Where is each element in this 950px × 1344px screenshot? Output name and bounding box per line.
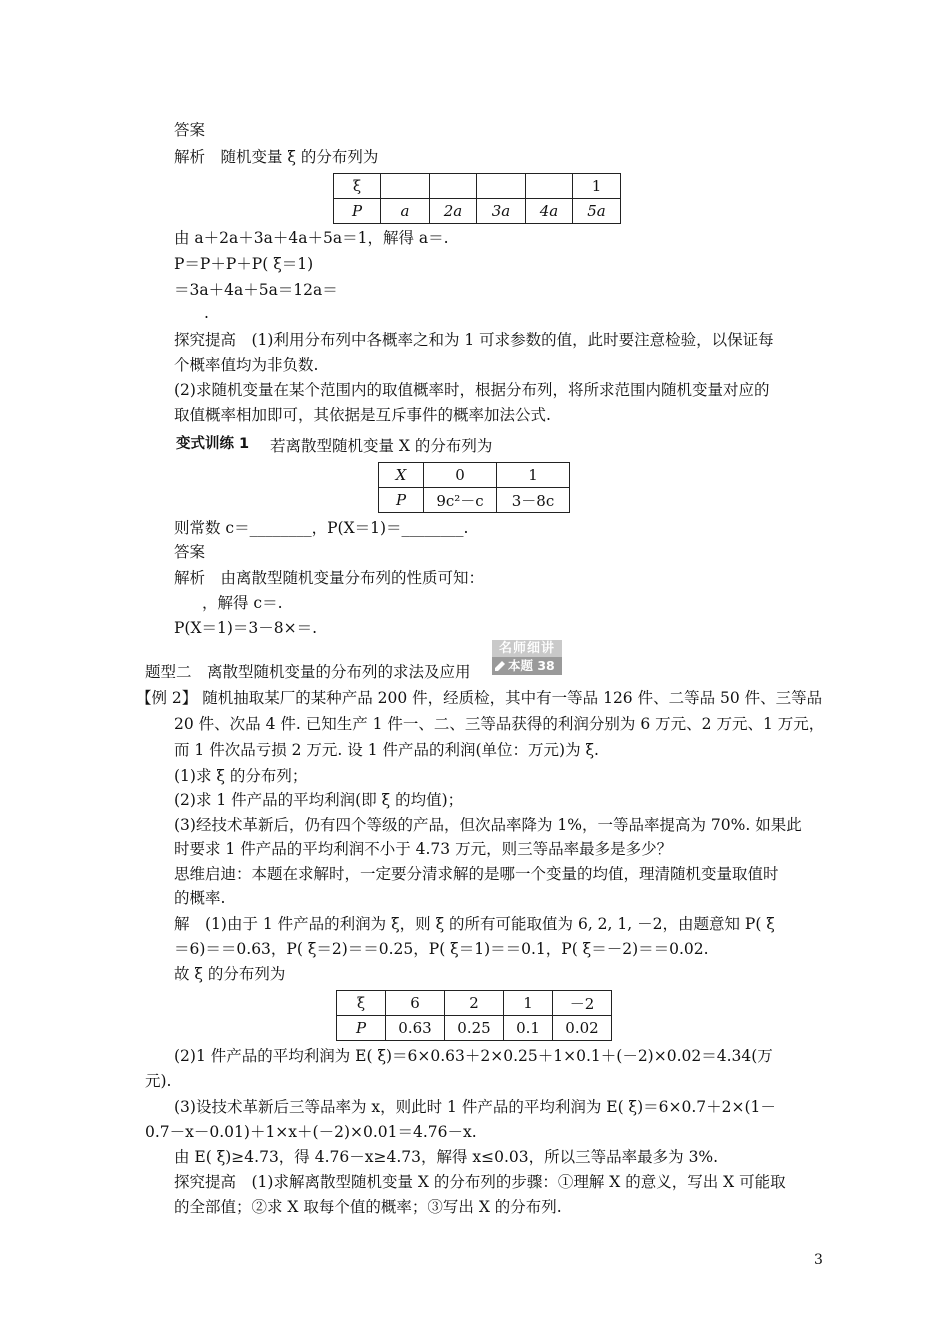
table-cell: P (337, 1016, 386, 1041)
text-line: (3)经技术革新后，仍有四个等级的产品，但次品率降为 1%，一等品率提高为 70%. 如果此 (174, 816, 802, 834)
text-line: P＝P＋P＋P( ξ＝1) (174, 255, 314, 273)
badge-top-text: 名师细讲 (492, 640, 562, 657)
text-line: 思维启迪：本题在求解时，一定要分清求解的是哪一个变量的均值，理清随机变量取值时 (174, 865, 779, 883)
text-line: 的概率. (174, 889, 226, 907)
text-line: 个概率值均为非负数. (174, 356, 319, 374)
text-line: 探究提高 (1)求解离散型随机变量 X 的分布列的步骤：①理解 X 的意义，写出 X 可能取 (174, 1173, 786, 1191)
table-cell: P (334, 199, 381, 224)
text-line: ，解得 c＝. (202, 594, 283, 612)
table-cell: 2 (445, 991, 504, 1016)
table-cell: a (381, 199, 430, 224)
distribution-table-2 (378, 462, 570, 513)
text-line: 时要求 1 件产品的平均利润不小于 4.73 万元，则三等品率最多是多少？ (174, 840, 673, 858)
table-cell: 1 (497, 463, 570, 488)
text-line: 探究提高 (1)利用分布列中各概率之和为 1 可求参数的值，此时要注意检验，以保证每 (174, 331, 774, 349)
table-row (379, 463, 570, 488)
text-line: 而 1 件次品亏损 2 万元. 设 1 件产品的利润(单位：万元)为 ξ. (174, 741, 599, 759)
text-line: 则常数 c＝________，P(X＝1)＝________. (174, 519, 469, 537)
answer-label: 答案 (174, 121, 206, 139)
text-line: 解析 由离散型随机变量分布列的性质可知： (174, 569, 485, 587)
table-cell (526, 174, 573, 199)
table-row (337, 1016, 612, 1041)
table-row (379, 488, 570, 513)
table-cell: 0.63 (386, 1016, 445, 1041)
text-line: (2)求 1 件产品的平均利润(即 ξ 的均值)； (174, 791, 464, 809)
teacher-explain-badge[interactable] (492, 640, 562, 676)
text-line: 0.7－x－0.01)＋1×x＋(－2)×0.01＝4.76－x. (145, 1123, 477, 1141)
text-line: 由 a＋2a＋3a＋4a＋5a＝1，解得 a＝. (174, 229, 449, 247)
table-cell: 3a (477, 199, 526, 224)
table-cell: ξ (334, 174, 381, 199)
section-heading: 题型二 离散型随机变量的分布列的求法及应用 (145, 663, 471, 681)
table-row (334, 174, 621, 199)
table-row (337, 991, 612, 1016)
table-cell: 0.1 (504, 1016, 553, 1041)
text-line: 由 E( ξ)≥4.73，得 4.76－x≥4.73，解得 x≤0.03，所以三等品率最多为 3%. (174, 1148, 719, 1166)
table-cell: 3－8c (497, 488, 570, 513)
page-number: 3 (814, 1252, 823, 1268)
table-cell: 4a (526, 199, 573, 224)
exercise-title: 变式训练 1 (176, 436, 250, 452)
table-row (334, 199, 621, 224)
text-line: 【例 2】 随机抽取某厂的某种产品 200 件，经质检，其中有一等品 126 件、二等品 50 件、三等品 (136, 689, 823, 707)
text-line: 解 (1)由于 1 件产品的利润为 ξ，则 ξ 的所有可能取值为 6, 2, 1, －2，由题意知 P( ξ (174, 915, 775, 933)
text-line: 20 件、次品 4 件. 已知生产 1 件一、二、三等品获得的利润分别为 6 万元、2 万元、1 万元， (174, 715, 825, 733)
table-cell: －2 (553, 991, 612, 1016)
text-line: P(X＝1)＝3－8×＝. (174, 619, 318, 637)
answer-label: 答案 (174, 543, 206, 561)
table-cell: 0 (424, 463, 497, 488)
table-cell: 1 (573, 174, 621, 199)
table-cell: 0.25 (445, 1016, 504, 1041)
distribution-table-1 (333, 173, 621, 224)
text-line: (2)求随机变量在某个范围内的取值概率时，根据分布列，将所求范围内随机变量对应的 (174, 381, 770, 399)
text-line: ＝6)＝＝0.63，P( ξ＝2)＝＝0.25，P( ξ＝1)＝＝0.1，P( ξ＝－2)＝＝0.02. (174, 940, 709, 958)
text-line: (3)设技术革新后三等品率为 x，则此时 1 件产品的平均利润为 E( ξ)＝6×0.7＋2×(1－ (174, 1098, 776, 1116)
text-line: 若离散型随机变量 X 的分布列为 (270, 437, 493, 455)
table-cell: ξ (337, 991, 386, 1016)
table-cell: 1 (504, 991, 553, 1016)
text-line: (1)求 ξ 的分布列； (174, 767, 308, 785)
text-line: ＝3a＋4a＋5a＝12a＝ (174, 281, 338, 299)
table-cell: 9c²－c (424, 488, 497, 513)
table-cell: X (379, 463, 424, 488)
table-cell: 2a (430, 199, 477, 224)
text-line: 的全部值；②求 X 取每个值的概率；③写出 X 的分布列. (174, 1198, 562, 1216)
text-line: (2)1 件产品的平均利润为 E( ξ)＝6×0.63＋2×0.25＋1×0.1＋(－2)×0.02＝4.34(万 (174, 1047, 773, 1065)
text-line: . (204, 304, 209, 322)
badge-bottom-text: 本题 38 (508, 658, 555, 673)
table-cell: 5a (573, 199, 621, 224)
distribution-table-3 (336, 990, 612, 1041)
table-cell: 6 (386, 991, 445, 1016)
table-cell: P (379, 488, 424, 513)
text-line: 取值概率相加即可，其依据是互斥事件的概率加法公式. (174, 406, 551, 424)
table-cell (381, 174, 430, 199)
text-line: 元). (145, 1072, 172, 1090)
table-cell (477, 174, 526, 199)
pen-icon (495, 661, 505, 671)
table-cell (430, 174, 477, 199)
table-cell: 0.02 (553, 1016, 612, 1041)
analysis-line: 解析 随机变量 ξ 的分布列为 (174, 148, 379, 166)
text-line: 故 ξ 的分布列为 (174, 965, 286, 983)
